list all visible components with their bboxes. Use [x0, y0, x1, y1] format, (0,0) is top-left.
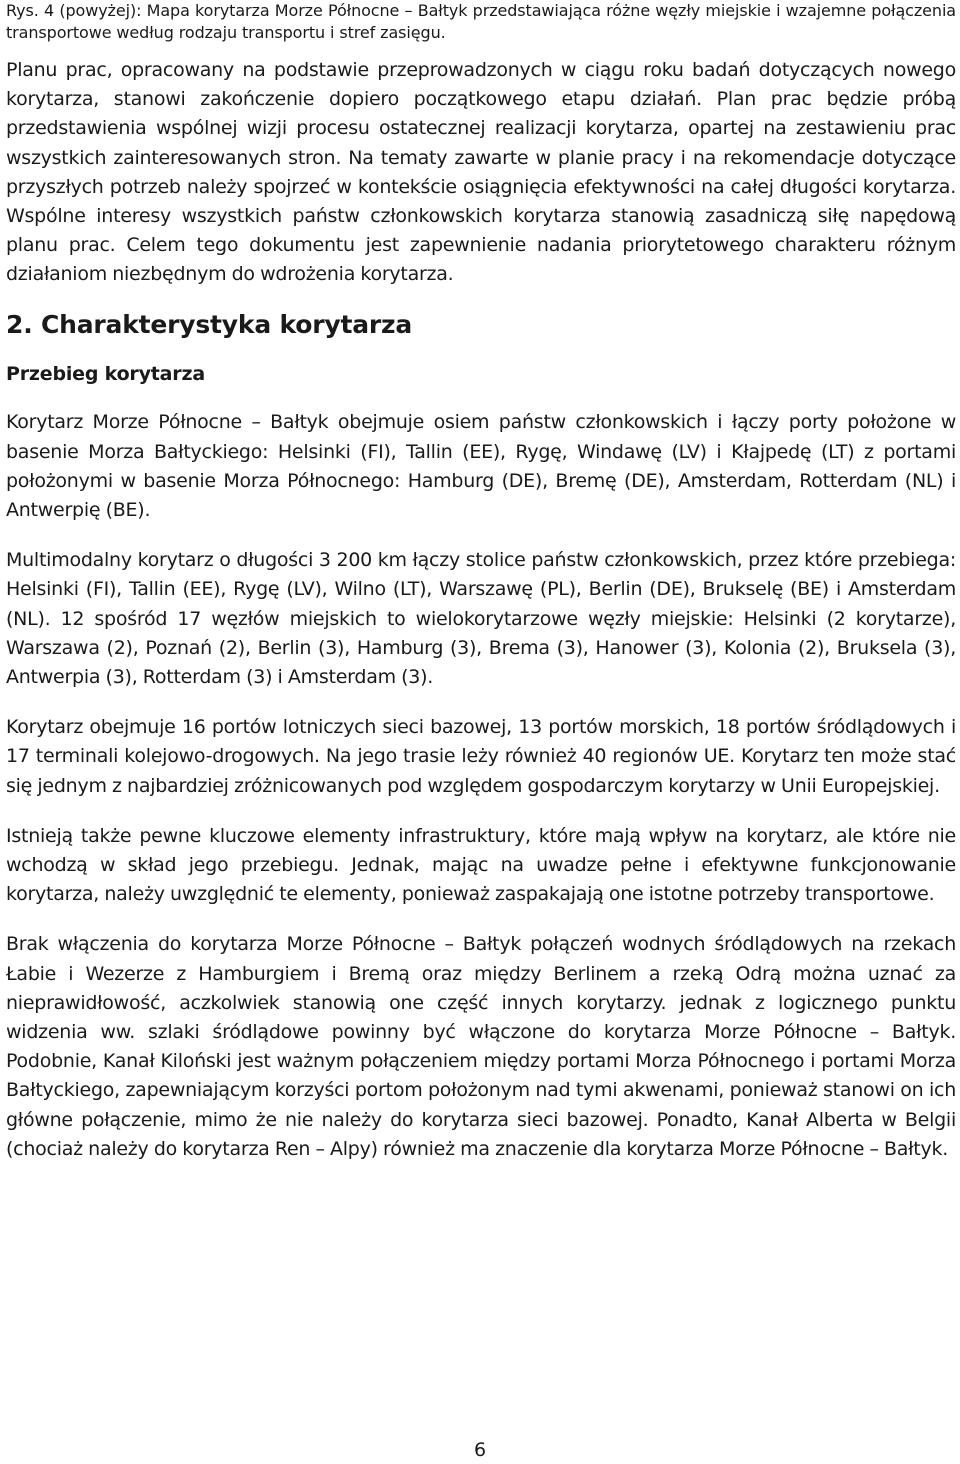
document-page [6, 0, 956, 1164]
paragraph-corridor-ports: Korytarz Morze Północne – Bałtyk obejmuje osiem państw członkowskich i łączy porty położone w basenie Morza Bałtyckiego: Helsinki (FI), Tallin (EE), Rygę, Windawę (LV) i Kłajpedę (LT) z portami położonymi w basenie Morza Północnego: Hamburg (DE), Bremę (DE), Amsterdam, Rotterdam (NL) i Antwerpię (BE). [6, 411, 956, 521]
paragraph-inland-waterways: Brak włączenia do korytarza Morze Północne – Bałtyk połączeń wodnych śródlądowych na rzekach Łabie i Wezerze z Hamburgiem i Bremą oraz między Berlinem a rzeką Odrą można uznać za nieprawidłowość, aczkolwiek stanowią one część innych korytarzy. jednak z logicznego punktu widzenia ww. szlaki śródlądowe powinny być włączone do korytarza Morze Północne – Bałtyk. Podobnie, Kanał Kiloński jest ważnym połączeniem między portami Morza Północnego i portami Morza Bałtyckiego, zapewniającym korzyści portom położonym nad tymi akwenami, ponieważ stanowi on ich główne połączenie, mimo że nie należy do korytarza sieci bazowej. Ponadto, Kanał Alberta w Belgii (chociaż należy do korytarza Ren – Alpy) również ma znaczenie dla korytarza Morze Północne – Bałtyk. [6, 933, 956, 1160]
paragraph-multimodal-corridor: Multimodalny korytarz o długości 3 200 km łączy stolice państw członkowskich, przez które przebiega: Helsinki (FI), Tallin (EE), Rygę (LV), Wilno (LT), Warszawę (PL), Berlin (DE), Brukselę (BE) i Amsterdam (NL). 12 spośród 17 węzłów miejskich to wielokorytarzowe węzły miejskie: Helsinki (2 korytarze), Warszawa (2), Poznań (2), Berlin (3), Hamburg (3), Brema (3), Hanower (3), Kolonia (2), Bruksela (3), Antwerpia (3), Rotterdam (3) i Amsterdam (3). [6, 549, 956, 688]
paragraph-key-infrastructure: Istnieją także pewne kluczowe elementy infrastruktury, które mają wpływ na korytarz, ale które nie wchodzą w skład jego przebiegu. Jednak, mając na uwadze pełne i efektywne funkcjonowanie korytarza, należy uwzględnić te elementy, ponieważ zaspakajają one istotne potrzeby transportowe. [6, 824, 956, 906]
page-number: 6 [473, 1439, 487, 1461]
paragraph-corridor-nodes: Korytarz obejmuje 16 portów lotniczych sieci bazowej, 13 portów morskich, 18 portów śródlądowych i 17 terminali kolejowo-drogowych. Na jego trasie leży również 40 regionów UE. Korytarz ten może stać się jednym z najbardziej zróżnicowanych pod względem gospodarczym korytarzy w Unii Europejskiej. [6, 716, 956, 797]
section-heading: 2. Charakterystyka korytarza [6, 309, 413, 339]
figure-caption: Rys. 4 (powyżej): Mapa korytarza Morze Północne – Bałtyk przedstawiająca różne węzły miejskie i wzajemne połączenia transportowe według rodzaju transportu i stref zasięgu. [6, 1, 956, 42]
section-subheading: Przebieg korytarza [6, 363, 205, 386]
paragraph-work-plan: Planu prac, opracowany na podstawie przeprowadzonych w ciągu roku badań dotyczących nowego korytarza, stanowi zakończenie dopiero początkowego etapu działań. Plan prac będzie próbą przedstawienia wspólnej wizji procesu ostatecznej realizacji korytarza, opartej na zestawieniu prac wszystkich zainteresowanych stron. Na tematy zawarte w planie pracy i na rekomendacje dotyczące przyszłych potrzeb należy spojrzeć w kontekście osiągnięcia efektywności na całej długości korytarza. Wspólne interesy wszystkich państw członkowskich korytarza stanowią zasadniczą siłę napędową planu prac. Celem tego dokumentu jest zapewnienie nadania priorytetowego charakteru różnym działaniom niezbędnym do wdrożenia korytarza. [6, 59, 956, 286]
